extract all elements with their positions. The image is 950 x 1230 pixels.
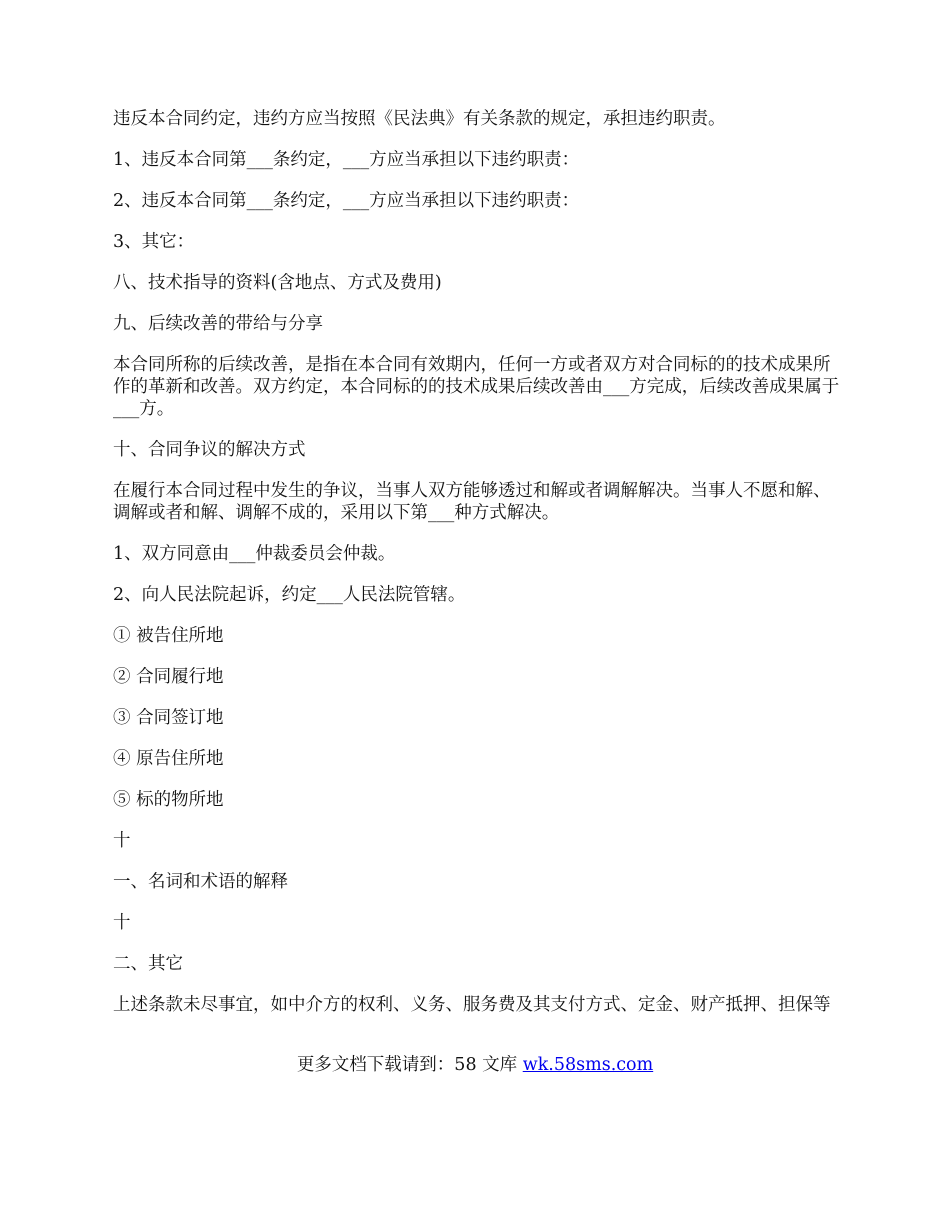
list-item-subject: ⑤ 标的物所地 (113, 790, 224, 810)
footer (0, 1054, 950, 1076)
footer-text: 更多文档下载请到：58 文库 (296, 1055, 523, 1075)
paragraph-improvement: 本合同所称的后续改善，是指在本合同有效期内，任何一方或者双方对合同标的的技术成果所作的革新和改善。双方约定，本合同标的的技术成果后续改善由___方完成，后续改善成果属于___方。 (113, 355, 840, 419)
paragraph-breach-clause-2: 2、违反本合同第___条约定，___方应当承担以下违约职责： (113, 191, 580, 211)
section-heading-8: 八、技术指导的资料(含地点、方式及费用) (113, 273, 442, 293)
section-heading-9: 九、后续改善的带给与分享 (113, 314, 323, 334)
list-item-performance: ② 合同履行地 (113, 667, 224, 687)
paragraph-breach-other: 3、其它： (113, 232, 195, 252)
document-body (113, 108, 843, 1035)
paragraph-breach-intro: 违反本合同约定，违约方应当按照《民法典》有关条款的规定，承担违约职责。 (113, 109, 726, 129)
list-item-defendant: ① 被告住所地 (113, 626, 224, 646)
list-item-plaintiff: ④ 原告住所地 (113, 749, 224, 769)
paragraph-breach-clause-1: 1、违反本合同第___条约定，___方应当承担以下违约职责： (113, 150, 580, 170)
list-item-signing: ③ 合同签订地 (113, 708, 224, 728)
section-heading-12: 二、其它 (113, 954, 183, 974)
paragraph-dispute: 在履行本合同过程中发生的争议，当事人双方能够透过和解或者调解解决。当事人不愿和解、调解或者和解、调解不成的，采用以下第___种方式解决。 (113, 481, 831, 523)
section-heading-11: 一、名词和术语的解释 (113, 872, 288, 892)
footer-link[interactable]: wk.58sms.com (522, 1055, 654, 1075)
section-number-11: 十 (113, 831, 131, 851)
section-number-12: 十 (113, 913, 131, 933)
paragraph-arbitration: 1、双方同意由___仲裁委员会仲裁。 (113, 544, 396, 564)
section-heading-10: 十、合同争议的解决方式 (113, 440, 306, 460)
paragraph-litigation: 2、向人民法院起诉，约定___人民法院管辖。 (113, 585, 466, 605)
paragraph-remaining: 上述条款未尽事宜，如中介方的权利、义务、服务费及其支付方式、定金、财产抵押、担保等 (113, 995, 831, 1015)
